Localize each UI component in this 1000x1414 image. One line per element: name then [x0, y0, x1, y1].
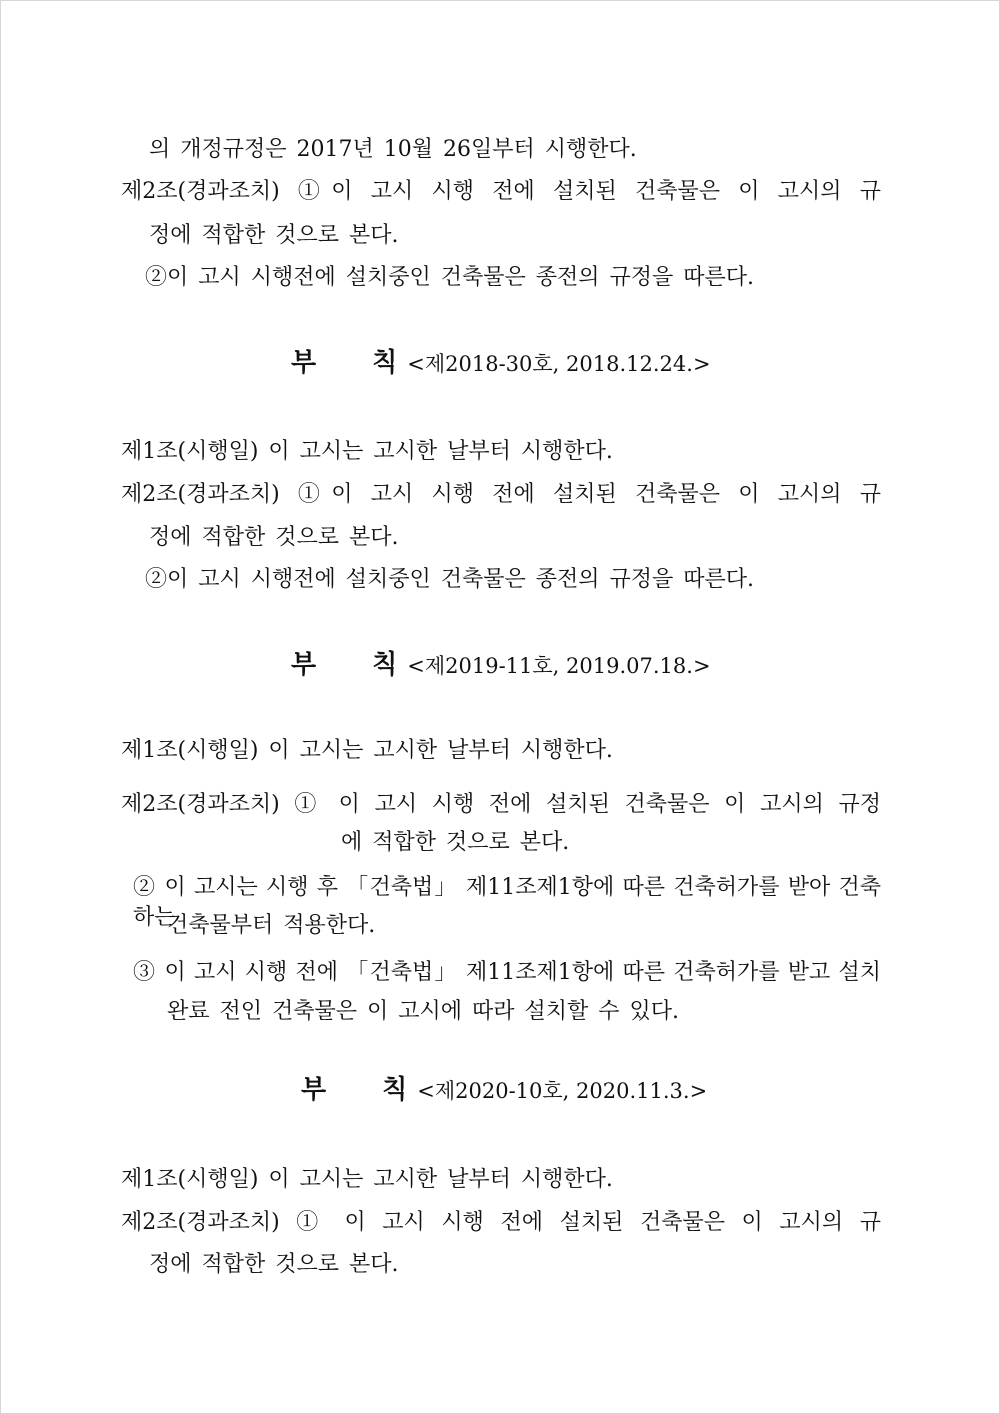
amendment-number: <제2018-30호, 2018.12.24.>: [407, 352, 711, 376]
para3-line2: 완료 전인 건축물은 이 고시에 따라 설치할 수 있다.: [167, 999, 679, 1024]
article1: 제1조(시행일) 이 고시는 고시한 날부터 시행한다.: [121, 1167, 613, 1192]
article2-line1: 제2조(경과조치) ① 이 고시 시행 전에 설치된 건축물은 이 고시의 규: [121, 1210, 881, 1235]
para2-line1: ② 이 고시는 시행 후 「건축법」 제11조제1항에 따른 건축허가를 받아 건축하는: [133, 875, 881, 930]
heading-chik: 칙: [382, 1075, 408, 1105]
heading-bu: 부: [291, 650, 317, 680]
supplementary-heading-2019: [291, 648, 711, 685]
heading-chik: 칙: [372, 650, 398, 680]
amendment-number: <제2019-11호, 2019.07.18.>: [407, 654, 711, 678]
article1: 제1조(시행일) 이 고시는 고시한 날부터 시행한다.: [121, 738, 613, 763]
article2-line1: 제2조(경과조치) ①이 고시 시행 전에 설치된 건축물은 이 고시의 규: [121, 482, 881, 507]
amendment-number: <제2020-10호, 2020.11.3.>: [417, 1079, 708, 1103]
para2-line2: 건축물부터 적용한다.: [167, 913, 376, 938]
article2-para2: ②이 고시 시행전에 설치중인 건축물은 종전의 규정을 따른다.: [145, 567, 754, 592]
continuation-line: 의 개정규정은 2017년 10월 26일부터 시행한다.: [149, 137, 637, 162]
article2-line2: 정에 적합한 것으로 본다.: [149, 223, 399, 248]
heading-chik: 칙: [372, 348, 398, 378]
heading-bu: 부: [291, 348, 317, 378]
supplementary-heading-2018: [291, 346, 711, 383]
article2-line2: 정에 적합한 것으로 본다.: [149, 525, 399, 550]
article2-line2: 정에 적합한 것으로 본다.: [149, 1252, 399, 1277]
para3-line1: ③ 이 고시 시행 전에 「건축법」 제11조제1항에 따른 건축허가를 받고 설치: [133, 960, 881, 985]
article2-line2: 에 적합한 것으로 본다.: [341, 830, 570, 855]
article2-para2: ②이 고시 시행전에 설치중인 건축물은 종전의 규정을 따른다.: [145, 265, 754, 290]
article2-line1: 제2조(경과조치) ①이 고시 시행 전에 설치된 건축물은 이 고시의 규: [121, 179, 881, 204]
heading-bu: 부: [301, 1075, 327, 1105]
article2-line1: 제2조(경과조치) ① 이 고시 시행 전에 설치된 건축물은 이 고시의 규정: [121, 792, 881, 817]
article1: 제1조(시행일) 이 고시는 고시한 날부터 시행한다.: [121, 439, 613, 464]
supplementary-heading-2020: [301, 1073, 707, 1110]
